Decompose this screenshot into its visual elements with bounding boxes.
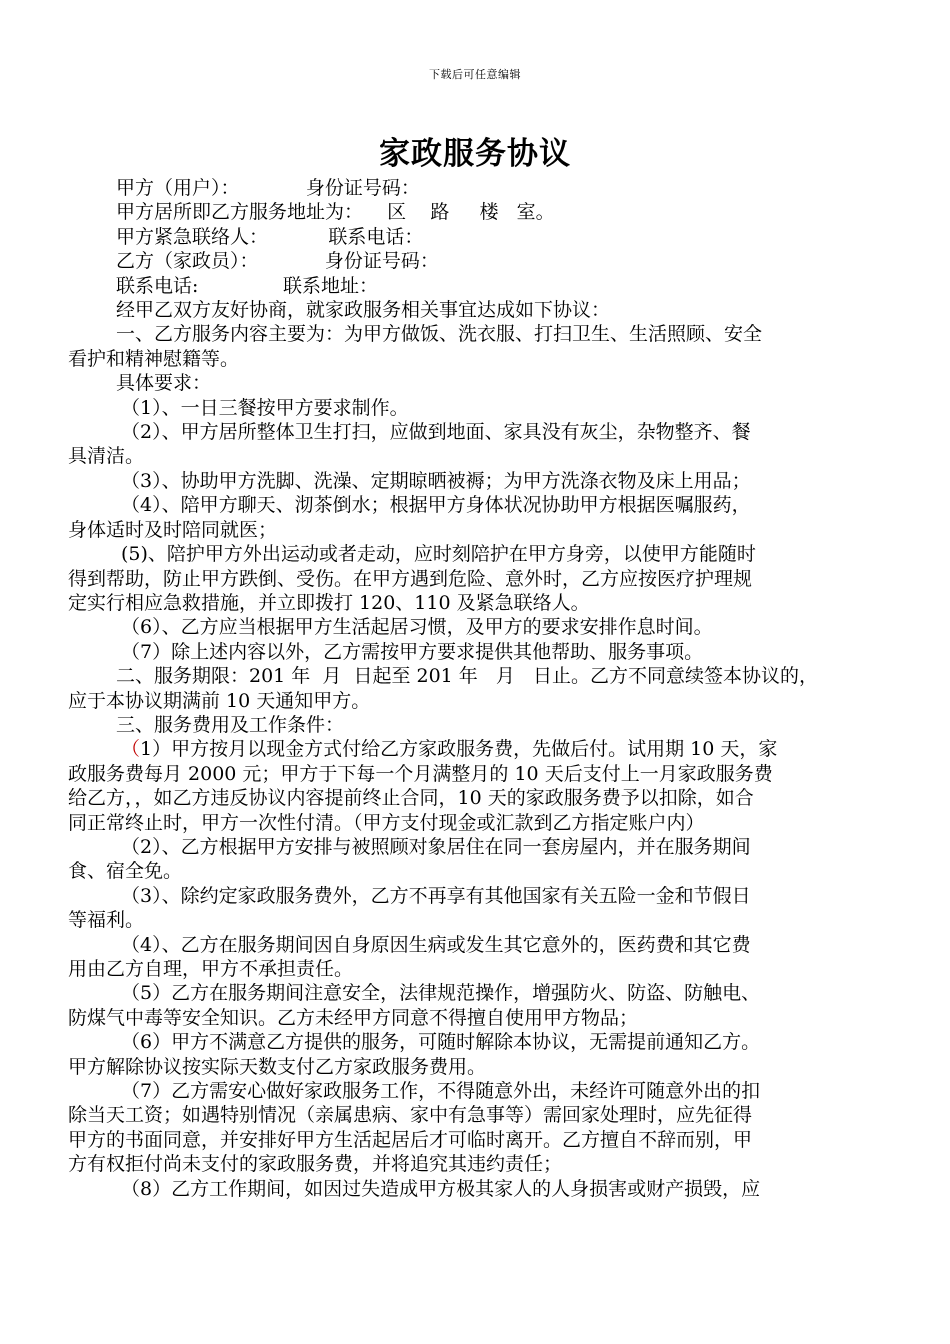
text-line: （6）甲方不满意乙方提供的服务，可随时解除本协议，无需提前通知乙方。 [121, 1031, 761, 1054]
text-line: 联系电话: 联系地址： [116, 274, 378, 297]
text-line: 定实行相应急救措施，并立即拨打 120、110 及紧急联络人。 [68, 591, 590, 614]
text-line: 用由乙方自理，甲方不承担责任。 [68, 958, 354, 980]
text-line: (5)、陪护甲方外出运动或者走动，应时刻陪护在甲方身旁，以使甲方能随时 [121, 543, 756, 566]
text-line: （4）、乙方在服务期间因自身原因生病或发生其它意外的，医药费和其它费 [121, 933, 751, 956]
text-line: 防煤气中毒等安全知识。乙方未经甲方同意不得擅自使用甲方物品； [68, 1006, 639, 1029]
text-line: 应于本协议期满前 10 天通知甲方。 [68, 689, 371, 712]
text-line: 具清洁。 [68, 445, 145, 468]
text-line: （3）、除约定家政服务费外，乙方不再享有其他国家有关五险一金和节假日 [121, 884, 751, 907]
text-line: 甲方的书面同意，并安排好甲方生活起居后才可临时离开。乙方擅自不辞而别，甲 [68, 1128, 753, 1151]
text-line: （5）乙方在服务期间注意安全，法律规范操作，增强防火、防盗、防触电、 [121, 982, 761, 1005]
text-line: 乙方（家政员）： 身份证号码： [116, 250, 439, 273]
text-line: （6）、乙方应当根据甲方生活起居习惯，及甲方的要求安排作息时间。 [121, 616, 713, 639]
text-line: 三、服务费用及工作条件： [116, 713, 345, 736]
document-title: 家政服务协议 [379, 136, 571, 172]
text-line: （1）甲方按月以现金方式付给乙方家政服务费，先做后付。试用期 10 天，家 [121, 738, 778, 761]
text-line: 方有权拒付尚未支付的家政服务费，并将追究其违约责任； [68, 1153, 563, 1176]
text-line: 甲方居所即乙方服务地址为： 区 路 楼 室。 [116, 201, 555, 224]
text-line: （2）、甲方居所整体卫生打扫，应做到地面、家具没有灰尘，杂物整齐、餐 [121, 421, 751, 444]
text-line: 甲方紧急联络人： 联系电话： [116, 225, 424, 248]
header-note: 下载后可任意编辑 [429, 68, 521, 81]
red-mark: （ [121, 738, 141, 761]
text-line: 等福利。 [68, 909, 145, 932]
text-line: 具体要求： [116, 372, 212, 395]
text-line: 政服务费每月 2000 元；甲方于下每一个月满整月的 10 天后支付上一月家政服务费 [68, 762, 773, 785]
text-line: 一、乙方服务内容主要为：为甲方做饭、洗衣服、打扫卫生、生活照顾、安全 [116, 323, 763, 346]
text-line: 甲方解除协议按实际天数支付乙方家政服务费用。 [68, 1055, 487, 1078]
text-line: （4）、陪甲方聊天、沏茶倒水；根据甲方身体状况协助甲方根据医嘱服药， [121, 494, 751, 517]
text-line: （7）除上述内容以外，乙方需按甲方要求提供其他帮助、服务事项。 [121, 640, 704, 663]
text-line: 同正常终止时，甲方一次性付清。（甲方支付现金或汇款到乙方指定账户内） [68, 811, 705, 834]
text-line: 经甲乙双方友好协商，就家政服务相关事宜达成如下协议： [116, 299, 611, 322]
text-line: 二、服务期限：201 年 月 日起至 201 年 月 日止。乙方不同意续签本协议的， [116, 665, 819, 688]
text-line: 看护和精神慰籍等。 [68, 347, 240, 370]
text-line: （3）、协助甲方洗脚、洗澡、定期晾晒被褥；为甲方洗涤衣物及床上用品； [121, 469, 751, 492]
text-line: （1）、一日三餐按甲方要求制作。 [121, 396, 409, 419]
text-line: 给乙方，，如乙方违反协议内容提前终止合同，10 天的家政服务费予以扣除，如合 [68, 787, 754, 810]
text-line: 食、宿全免。 [68, 860, 183, 883]
text-line: 甲方（用户）： 身份证号码： [116, 177, 420, 199]
text-line: （2）、乙方根据甲方安排与被照顾对象居住在同一套房屋内，并在服务期间 [121, 835, 751, 858]
text-line: 除当天工资；如遇特别情况（亲属患病、家中有急事等）需回家处理时，应先征得 [68, 1104, 753, 1127]
text-line: （8）乙方工作期间，如因过失造成甲方极其家人的人身损害或财产损毁，应 [121, 1177, 761, 1200]
text-line: （7）乙方需安心做好家政服务工作，不得随意外出，未经许可随意外出的扣 [121, 1080, 761, 1103]
text-line: 得到帮助，防止甲方跌倒、受伤。在甲方遇到危险、意外时，乙方应按医疗护理规 [68, 567, 753, 590]
text-line: 身体适时及时陪同就医； [68, 518, 278, 541]
document-body [68, 176, 886, 1201]
